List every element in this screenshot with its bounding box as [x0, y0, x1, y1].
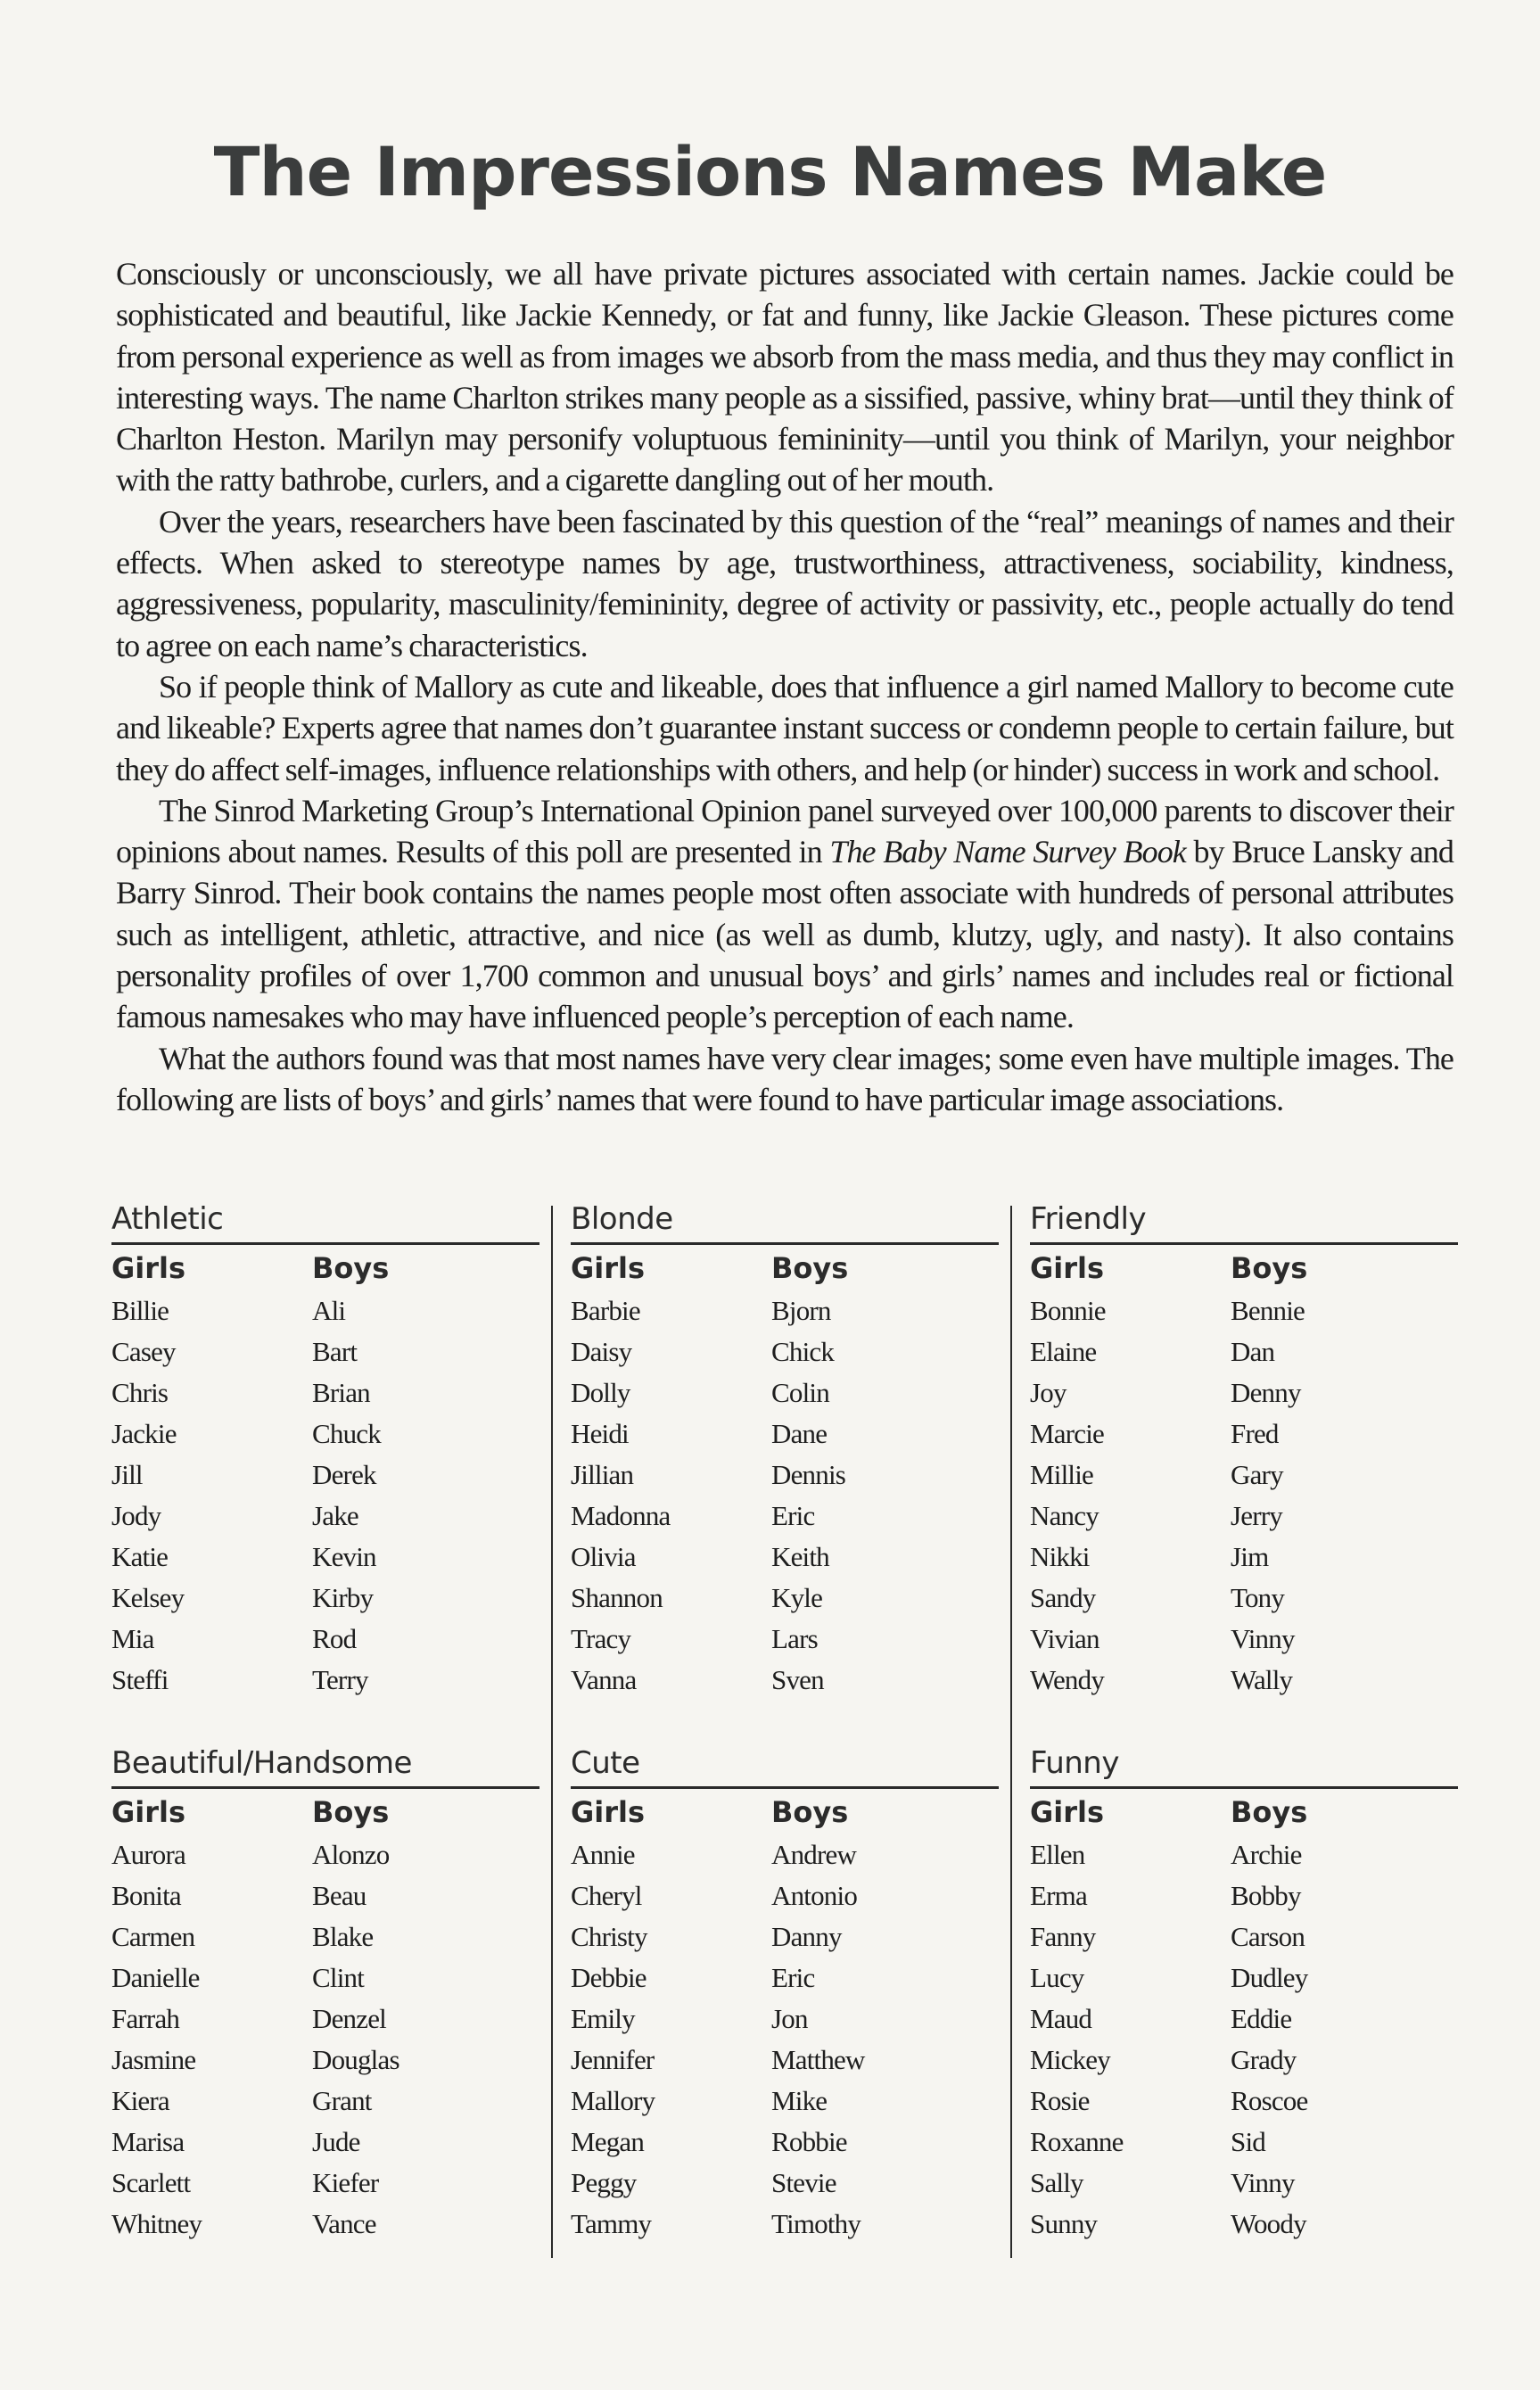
boy-name: Jude	[312, 2126, 360, 2157]
category-blonde	[571, 1199, 1017, 1703]
girl-name: Katie	[111, 1541, 169, 1572]
girl-name: Aurora	[111, 1839, 185, 1870]
girl-name: Steffi	[111, 1664, 169, 1695]
boy-name: Chick	[771, 1336, 835, 1367]
girl-name: Marisa	[111, 2126, 185, 2157]
boy-name: Kyle	[771, 1582, 823, 1613]
girl-name: Bonnie	[1030, 1295, 1106, 1326]
boy-name: Archie	[1231, 1839, 1302, 1870]
boy-name: Jon	[771, 2003, 808, 2034]
girl-name: Jody	[111, 1500, 161, 1531]
girl-name: Jackie	[111, 1418, 177, 1449]
name-list	[111, 1293, 557, 1703]
boy-name: Vinny	[1231, 2167, 1295, 2198]
girl-name: Casey	[111, 1336, 176, 1367]
girl-name: Shannon	[571, 1582, 663, 1613]
boy-name: Sid	[1231, 2126, 1265, 2157]
boy-name: Bjorn	[771, 1295, 831, 1326]
boy-name: Kiefer	[312, 2167, 379, 2198]
girl-name: Sally	[1030, 2167, 1083, 2198]
girl-name: Kiera	[111, 2085, 169, 2116]
boy-name: Eric	[771, 1500, 815, 1531]
girl-name: Annie	[571, 1839, 635, 1870]
boy-name: Eric	[771, 1962, 815, 1993]
boys-header: Boys	[1231, 1795, 1308, 1829]
name-list	[571, 1293, 1017, 1703]
girl-name: Marcie	[1030, 1418, 1104, 1449]
girl-name: Dolly	[571, 1377, 630, 1408]
name-list	[571, 1837, 1017, 2247]
girl-name: Kelsey	[111, 1582, 185, 1613]
boy-name: Derek	[312, 1459, 376, 1490]
boys-header: Boys	[312, 1795, 390, 1829]
category-title: Blonde	[571, 1201, 673, 1237]
girl-name: Barbie	[571, 1295, 640, 1326]
category-title: Athletic	[111, 1201, 224, 1237]
girl-name: Sandy	[1030, 1582, 1096, 1613]
boy-name: Eddie	[1231, 2003, 1292, 2034]
column-separator	[551, 1206, 553, 2258]
girls-header: Girls	[1030, 1251, 1105, 1285]
category-funny	[1030, 1743, 1476, 2247]
column-headers	[571, 1245, 1017, 1293]
boy-name: Jake	[312, 1500, 358, 1531]
girl-name: Debbie	[571, 1962, 646, 1993]
boy-name: Bart	[312, 1336, 358, 1367]
paragraph-text: The Sinrod Marketing Group’s International Opinion panel surveyed over 100,000 parents to discover their opinions about names. Results of this poll are presented in	[116, 792, 1454, 870]
girl-name: Billie	[111, 1295, 169, 1326]
girls-header: Girls	[571, 1251, 646, 1285]
paragraph: What the authors found was that most names have very clear images; some even have multiple images. The following are lists of boys’ and girls’ names that were found to have particular image associations.	[116, 1040, 1454, 1117]
column-headers	[1030, 1789, 1476, 1837]
girl-name: Sunny	[1030, 2208, 1098, 2239]
girl-name: Tracy	[571, 1623, 631, 1654]
girl-name: Megan	[571, 2126, 645, 2157]
boy-name: Jim	[1231, 1541, 1269, 1572]
girl-name: Mickey	[1030, 2044, 1110, 2075]
girls-header: Girls	[571, 1795, 646, 1829]
girl-name: Emily	[571, 2003, 635, 2034]
boy-name: Roscoe	[1231, 2085, 1308, 2116]
boy-name: Kevin	[312, 1541, 376, 1572]
girl-name: Chris	[111, 1377, 169, 1408]
girl-name: Millie	[1030, 1459, 1093, 1490]
boy-name: Lars	[771, 1623, 818, 1654]
girl-name: Wendy	[1030, 1664, 1105, 1695]
girl-name: Vanna	[571, 1664, 637, 1695]
category-friendly	[1030, 1199, 1476, 1703]
boy-name: Grady	[1231, 2044, 1297, 2075]
boys-header: Boys	[771, 1251, 849, 1285]
boy-name: Antonio	[771, 1880, 858, 1911]
paragraph: So if people think of Mallory as cute and likeable, does that influence a girl named Mallory to become cute and likeable? Experts agree that names don’t guarantee instant success or condemn people to certain failure, but they do affect self-images, influence relationships with others, and help (or hinder) success in work and school.	[116, 668, 1454, 787]
girl-name: Olivia	[571, 1541, 636, 1572]
girl-name: Nancy	[1030, 1500, 1099, 1531]
paragraph	[116, 790, 1454, 1038]
girl-name: Danielle	[111, 1962, 200, 1993]
boy-name: Blake	[312, 1921, 374, 1952]
girl-name: Jill	[111, 1459, 143, 1490]
girl-name: Erma	[1030, 1880, 1087, 1911]
category-title: Cute	[571, 1745, 640, 1781]
boy-name: Denzel	[312, 2003, 386, 2034]
column-headers	[111, 1245, 557, 1293]
name-list	[1030, 1837, 1476, 2247]
boy-name: Brian	[312, 1377, 370, 1408]
boy-name: Carson	[1231, 1921, 1305, 1952]
boy-name: Keith	[771, 1541, 829, 1572]
girl-name: Bonita	[111, 1880, 181, 1911]
boy-name: Woody	[1231, 2208, 1306, 2239]
boy-name: Sven	[771, 1664, 824, 1695]
girl-name: Daisy	[571, 1336, 632, 1367]
boy-name: Clint	[312, 1962, 365, 1993]
girls-header: Girls	[111, 1795, 186, 1829]
boy-name: Beau	[312, 1880, 366, 1911]
girl-name: Jennifer	[571, 2044, 655, 2075]
boy-name: Dennis	[771, 1459, 846, 1490]
category-cute	[571, 1743, 1017, 2247]
boy-name: Terry	[312, 1664, 368, 1695]
boy-name: Kirby	[312, 1582, 374, 1613]
boy-name: Alonzo	[312, 1839, 390, 1870]
boy-name: Rod	[312, 1623, 357, 1654]
boy-name: Bobby	[1231, 1880, 1301, 1911]
boy-name: Mike	[771, 2085, 828, 2116]
boy-name: Denny	[1231, 1377, 1301, 1408]
girl-name: Mallory	[571, 2085, 655, 2116]
boy-name: Tony	[1231, 1582, 1285, 1613]
girl-name: Christy	[571, 1921, 647, 1952]
girl-name: Madonna	[571, 1500, 671, 1531]
boy-name: Dan	[1231, 1336, 1275, 1367]
girl-name: Tammy	[571, 2208, 652, 2239]
girl-name: Rosie	[1030, 2085, 1090, 2116]
category-beautiful-handsome	[111, 1743, 557, 2247]
column-headers	[1030, 1245, 1476, 1293]
paragraph: Consciously or unconsciously, we all have private pictures associated with certain names. Jackie could be sophisticated and beautiful, like Jackie Kennedy, or fat and funny, like Jackie Gleason. These pictures come from personal experience as well as from images we absorb from the mass media, and thus they may conflict in interesting ways. The name Charlton strikes many people as a sissified, passive, whiny brat—until they think of Charlton Heston. Marilyn may personify voluptuous femininity—until you think of Marilyn, your neighbor with the ratty bathrobe, curlers, and a cigarette dangling out of her mouth.	[116, 256, 1454, 499]
boy-name: Robbie	[771, 2126, 847, 2157]
boy-name: Bennie	[1231, 1295, 1305, 1326]
boy-name: Colin	[771, 1377, 829, 1408]
category-title: Beautiful/Handsome	[111, 1745, 412, 1781]
page-title: The Impressions Names Make	[213, 132, 1327, 211]
girl-name: Nikki	[1030, 1541, 1090, 1572]
girl-name: Vivian	[1030, 1623, 1099, 1654]
girl-name: Jillian	[571, 1459, 634, 1490]
girl-name: Roxanne	[1030, 2126, 1124, 2157]
paragraph-text: by Bruce Lansky and Barry Sinrod. Their book contains the names people most often associate with hundreds of personal attributes such as intelligent, athletic, attractive, and nice (as well as dumb, klutzy, ugly, and nasty). It also contains personality profiles of over 1,700 common and unusual boys’ and girls’ names and includes real or fictional famous namesakes who may have influenced people’s perception of each name.	[116, 834, 1454, 1035]
girl-name: Scarlett	[111, 2167, 191, 2198]
column-headers	[571, 1789, 1017, 1837]
girl-name: Fanny	[1030, 1921, 1096, 1952]
category-athletic	[111, 1199, 557, 1703]
boy-name: Gary	[1231, 1459, 1283, 1490]
boy-name: Vinny	[1231, 1623, 1295, 1654]
boy-name: Andrew	[771, 1839, 857, 1870]
girl-name: Ellen	[1030, 1839, 1085, 1870]
girl-name: Whitney	[111, 2208, 202, 2239]
girl-name: Jasmine	[111, 2044, 196, 2075]
boy-name: Stevie	[771, 2167, 836, 2198]
girls-header: Girls	[1030, 1795, 1105, 1829]
intro-text	[116, 253, 1454, 1120]
girl-name: Lucy	[1030, 1962, 1084, 1993]
girl-name: Elaine	[1030, 1336, 1097, 1367]
girl-name: Cheryl	[571, 1880, 642, 1911]
boy-name: Dudley	[1231, 1962, 1308, 1993]
girls-header: Girls	[111, 1251, 186, 1285]
name-list	[111, 1837, 557, 2247]
boy-name: Danny	[771, 1921, 842, 1952]
boy-name: Vance	[312, 2208, 376, 2239]
category-title: Friendly	[1030, 1201, 1147, 1237]
boy-name: Wally	[1231, 1664, 1293, 1695]
boy-name: Chuck	[312, 1418, 381, 1449]
boys-header: Boys	[1231, 1251, 1308, 1285]
girl-name: Carmen	[111, 1921, 195, 1952]
girl-name: Heidi	[571, 1418, 629, 1449]
boy-name: Douglas	[312, 2044, 399, 2075]
boy-name: Grant	[312, 2085, 372, 2116]
boys-header: Boys	[771, 1795, 849, 1829]
boy-name: Ali	[312, 1295, 346, 1326]
girl-name: Joy	[1030, 1377, 1066, 1408]
boy-name: Matthew	[771, 2044, 865, 2075]
category-title: Funny	[1030, 1745, 1119, 1781]
boy-name: Timothy	[771, 2208, 861, 2239]
girl-name: Peggy	[571, 2167, 637, 2198]
column-headers	[111, 1789, 557, 1837]
boy-name: Dane	[771, 1418, 828, 1449]
girl-name: Farrah	[111, 2003, 180, 2034]
boy-name: Fred	[1231, 1418, 1279, 1449]
boys-header: Boys	[312, 1251, 390, 1285]
column-separator	[1010, 1206, 1012, 2258]
name-list	[1030, 1293, 1476, 1703]
paragraph: Over the years, researchers have been fascinated by this question of the “real” meanings of names and their effects. When asked to stereotype names by age, trustworthiness, attractiveness, sociability, kindness, aggressiveness, popularity, masculinity/femininity, degree of activity or passivity, etc., people actually do tend to agree on each name’s characteristics.	[116, 503, 1454, 663]
girl-name: Mia	[111, 1623, 154, 1654]
boy-name: Jerry	[1231, 1500, 1282, 1531]
book-title: The Baby Name Survey Book	[829, 834, 1186, 870]
girl-name: Maud	[1030, 2003, 1092, 2034]
